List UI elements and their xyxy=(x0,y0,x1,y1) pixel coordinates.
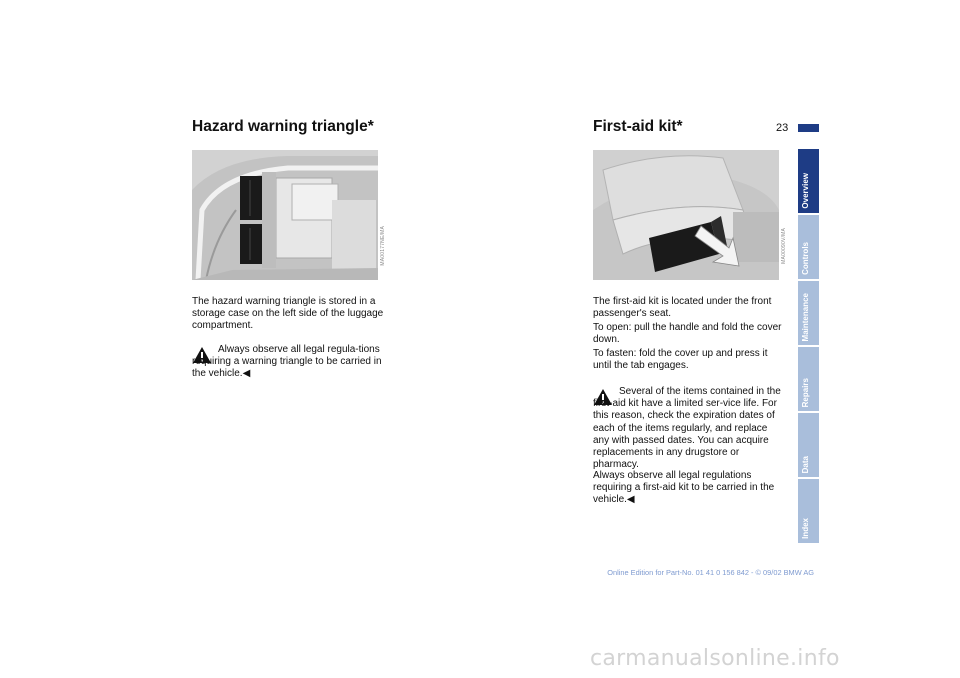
footer-edition-text: Online Edition for Part-No. 01 41 0 156 842 - © 09/02 BMW AG xyxy=(607,568,814,577)
site-watermark: carmanualsonline.info xyxy=(590,646,840,671)
tab-repairs[interactable] xyxy=(798,347,819,411)
chapter-tab-bar xyxy=(798,149,819,543)
page-number: 23 xyxy=(776,122,789,134)
hazard-photo-code: MA00177NE/MA xyxy=(380,226,386,266)
tab-index[interactable] xyxy=(798,479,819,543)
tab-controls-label: Controls xyxy=(801,242,810,275)
tab-controls[interactable] xyxy=(798,215,819,279)
page-marker-bar xyxy=(798,124,819,132)
tab-data-label: Data xyxy=(801,455,810,473)
hazard-warning-text: Always observe all legal regula-tions requiring a warning triangle to be carried in the vehicle.◀ xyxy=(192,344,382,380)
tab-repairs-label: Repairs xyxy=(801,377,810,407)
first-aid-photo-code: MA00090V/MA xyxy=(781,228,787,264)
tab-index-label: Index xyxy=(801,518,810,539)
tab-overview-label: Overview xyxy=(801,173,810,209)
hazard-triangle-photo xyxy=(192,150,378,280)
first-aid-paragraph-fasten: To fasten: fold the cover up and press it until the tab engages. xyxy=(593,348,768,372)
tab-maintenance-label: Maintenance xyxy=(801,292,810,341)
first-aid-warning-text: Several of the items contained in the first-aid kit have a limited ser-vice life. For this reason, check the expiration dates of each of the items regularly, and replace any with passed dates. You can acquire replacements in any drugstore or pharmacy. xyxy=(593,386,781,471)
hazard-triangle-title: Hazard warning triangle* xyxy=(192,118,374,135)
first-aid-kit-photo xyxy=(593,150,779,280)
tab-data[interactable] xyxy=(798,413,819,477)
first-aid-kit-title: First-aid kit* xyxy=(593,118,683,135)
tab-maintenance[interactable] xyxy=(798,281,819,345)
hazard-paragraph: The hazard warning triangle is stored in a storage case on the left side of the luggage compartment. xyxy=(192,296,384,332)
first-aid-paragraph-location: The first-aid kit is located under the front passenger's seat. xyxy=(593,296,772,320)
first-aid-paragraph-open: To open: pull the handle and fold the cover down. xyxy=(593,322,782,346)
tab-overview[interactable] xyxy=(798,149,819,213)
first-aid-legal-text: Always observe all legal regulations requiring a first-aid kit to be carried in the vehicle.◀ xyxy=(593,470,775,506)
